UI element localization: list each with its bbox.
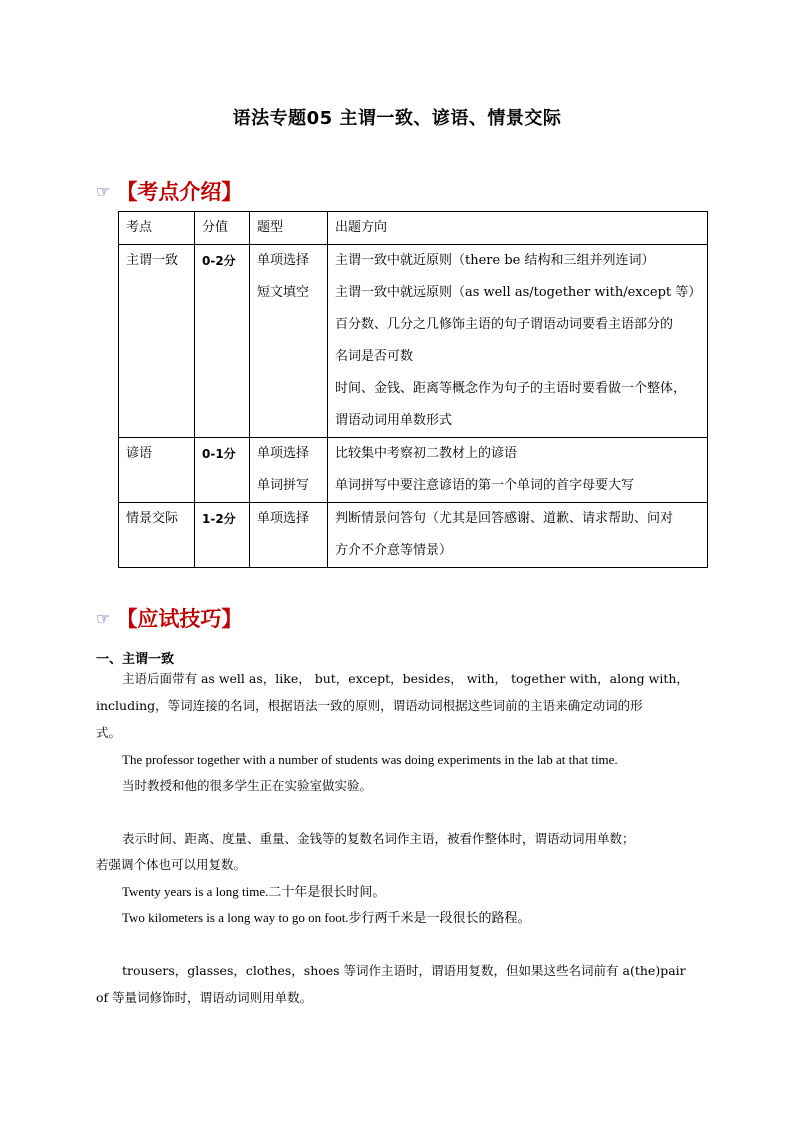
score-cell: 0-1分 (195, 438, 250, 503)
direction-cell (328, 503, 708, 568)
score-cell: 1-2分 (195, 503, 250, 568)
paragraph-line: trousers，glasses，clothes，shoes 等词作主语时，谓语用复数，但如果这些名词前有 a(the)pair (122, 963, 686, 978)
direction-line: 主谓一致中就远原则（as well as/together with/except 等） (335, 285, 702, 300)
type-cell (250, 438, 328, 503)
direction-line: 主谓一致中就近原则（there be 结构和三组并列连词） (335, 253, 655, 268)
section-heading-intro (96, 176, 242, 206)
type-item: 短文填空 (257, 285, 310, 300)
type-item: 单项选择 (257, 511, 310, 526)
table-header-cell: 分值 (195, 212, 250, 245)
direction-line: 百分数、几分之几修饰主语的句子谓语动词要看主语部分的 (335, 317, 674, 332)
paragraph-line: 表示时间、距离、度量、重量、金钱等的复数名词作主语，被看作整体时，谓语动词用单数； (122, 831, 635, 846)
pointing-hand-icon: ☞ (96, 181, 111, 201)
paragraph-line: 主语后面带有 as well as，like， but，except，besides， with， together with，along with， (122, 671, 689, 686)
paragraph-line: of 等量词修饰时，谓语动词则用单数。 (96, 990, 313, 1005)
paragraph-line: 式。 (96, 725, 122, 740)
direction-line: 名词是否可数 (335, 349, 414, 364)
direction-line: 时间、金钱、距离等概念作为句子的主语时要看做一个整体， (335, 381, 687, 396)
table-header-cell: 出题方向 (328, 212, 708, 245)
page-title: 语法专题05 主谓一致、谚语、情景交际 (232, 108, 562, 129)
paragraph-line: including，等词连接的名词，根据语法一致的原则，谓语动词根据这些词前的主语来确定动词的形 (96, 698, 643, 713)
table-header-cell: 考点 (119, 212, 195, 245)
score-cell: 0-2分 (195, 245, 250, 438)
example-sentence: The professor together with a number of students was doing experiments in the lab at that time. (122, 752, 618, 767)
type-cell (250, 503, 328, 568)
section-heading-skills (96, 603, 242, 633)
type-cell (250, 245, 328, 438)
example-sentence: Two kilometers is a long way to go on foot.步行两千米是一段很长的路程。 (122, 910, 531, 925)
direction-cell (328, 245, 708, 438)
direction-line: 谓语动词用单数形式 (335, 413, 453, 428)
table-row (119, 503, 708, 568)
point-cell: 谚语 (119, 438, 195, 503)
table-header-cell: 题型 (250, 212, 328, 245)
table-row (119, 438, 708, 503)
type-item: 单词拼写 (257, 478, 310, 493)
pointing-hand-icon: ☞ (96, 608, 111, 628)
example-sentence: Twenty years is a long time.二十年是很长时间。 (122, 884, 386, 899)
direction-line: 方介不介意等情景） (335, 543, 453, 558)
example-translation: 当时教授和他的很多学生正在实验室做实验。 (122, 778, 373, 793)
table-header-row (119, 212, 708, 245)
table-row (119, 245, 708, 438)
section-heading-text: 【应试技巧】 (116, 607, 243, 631)
type-item: 单项选择 (257, 446, 310, 461)
point-cell: 情景交际 (119, 503, 195, 568)
exam-points-table (118, 211, 708, 568)
paragraph-line: 若强调个体也可以用复数。 (96, 857, 247, 872)
direction-cell (328, 438, 708, 503)
direction-line: 比较集中考察初二教材上的谚语 (335, 446, 518, 461)
subheading: 一、主谓一致 (96, 652, 175, 667)
direction-line: 判断情景问答句（尤其是回答感谢、道歉、请求帮助、问对 (335, 511, 674, 526)
direction-line: 单词拼写中要注意谚语的第一个单词的首字母要大写 (335, 478, 635, 493)
type-item: 单项选择 (257, 253, 310, 268)
section-heading-text: 【考点介绍】 (116, 180, 243, 204)
point-cell: 主谓一致 (119, 245, 195, 438)
